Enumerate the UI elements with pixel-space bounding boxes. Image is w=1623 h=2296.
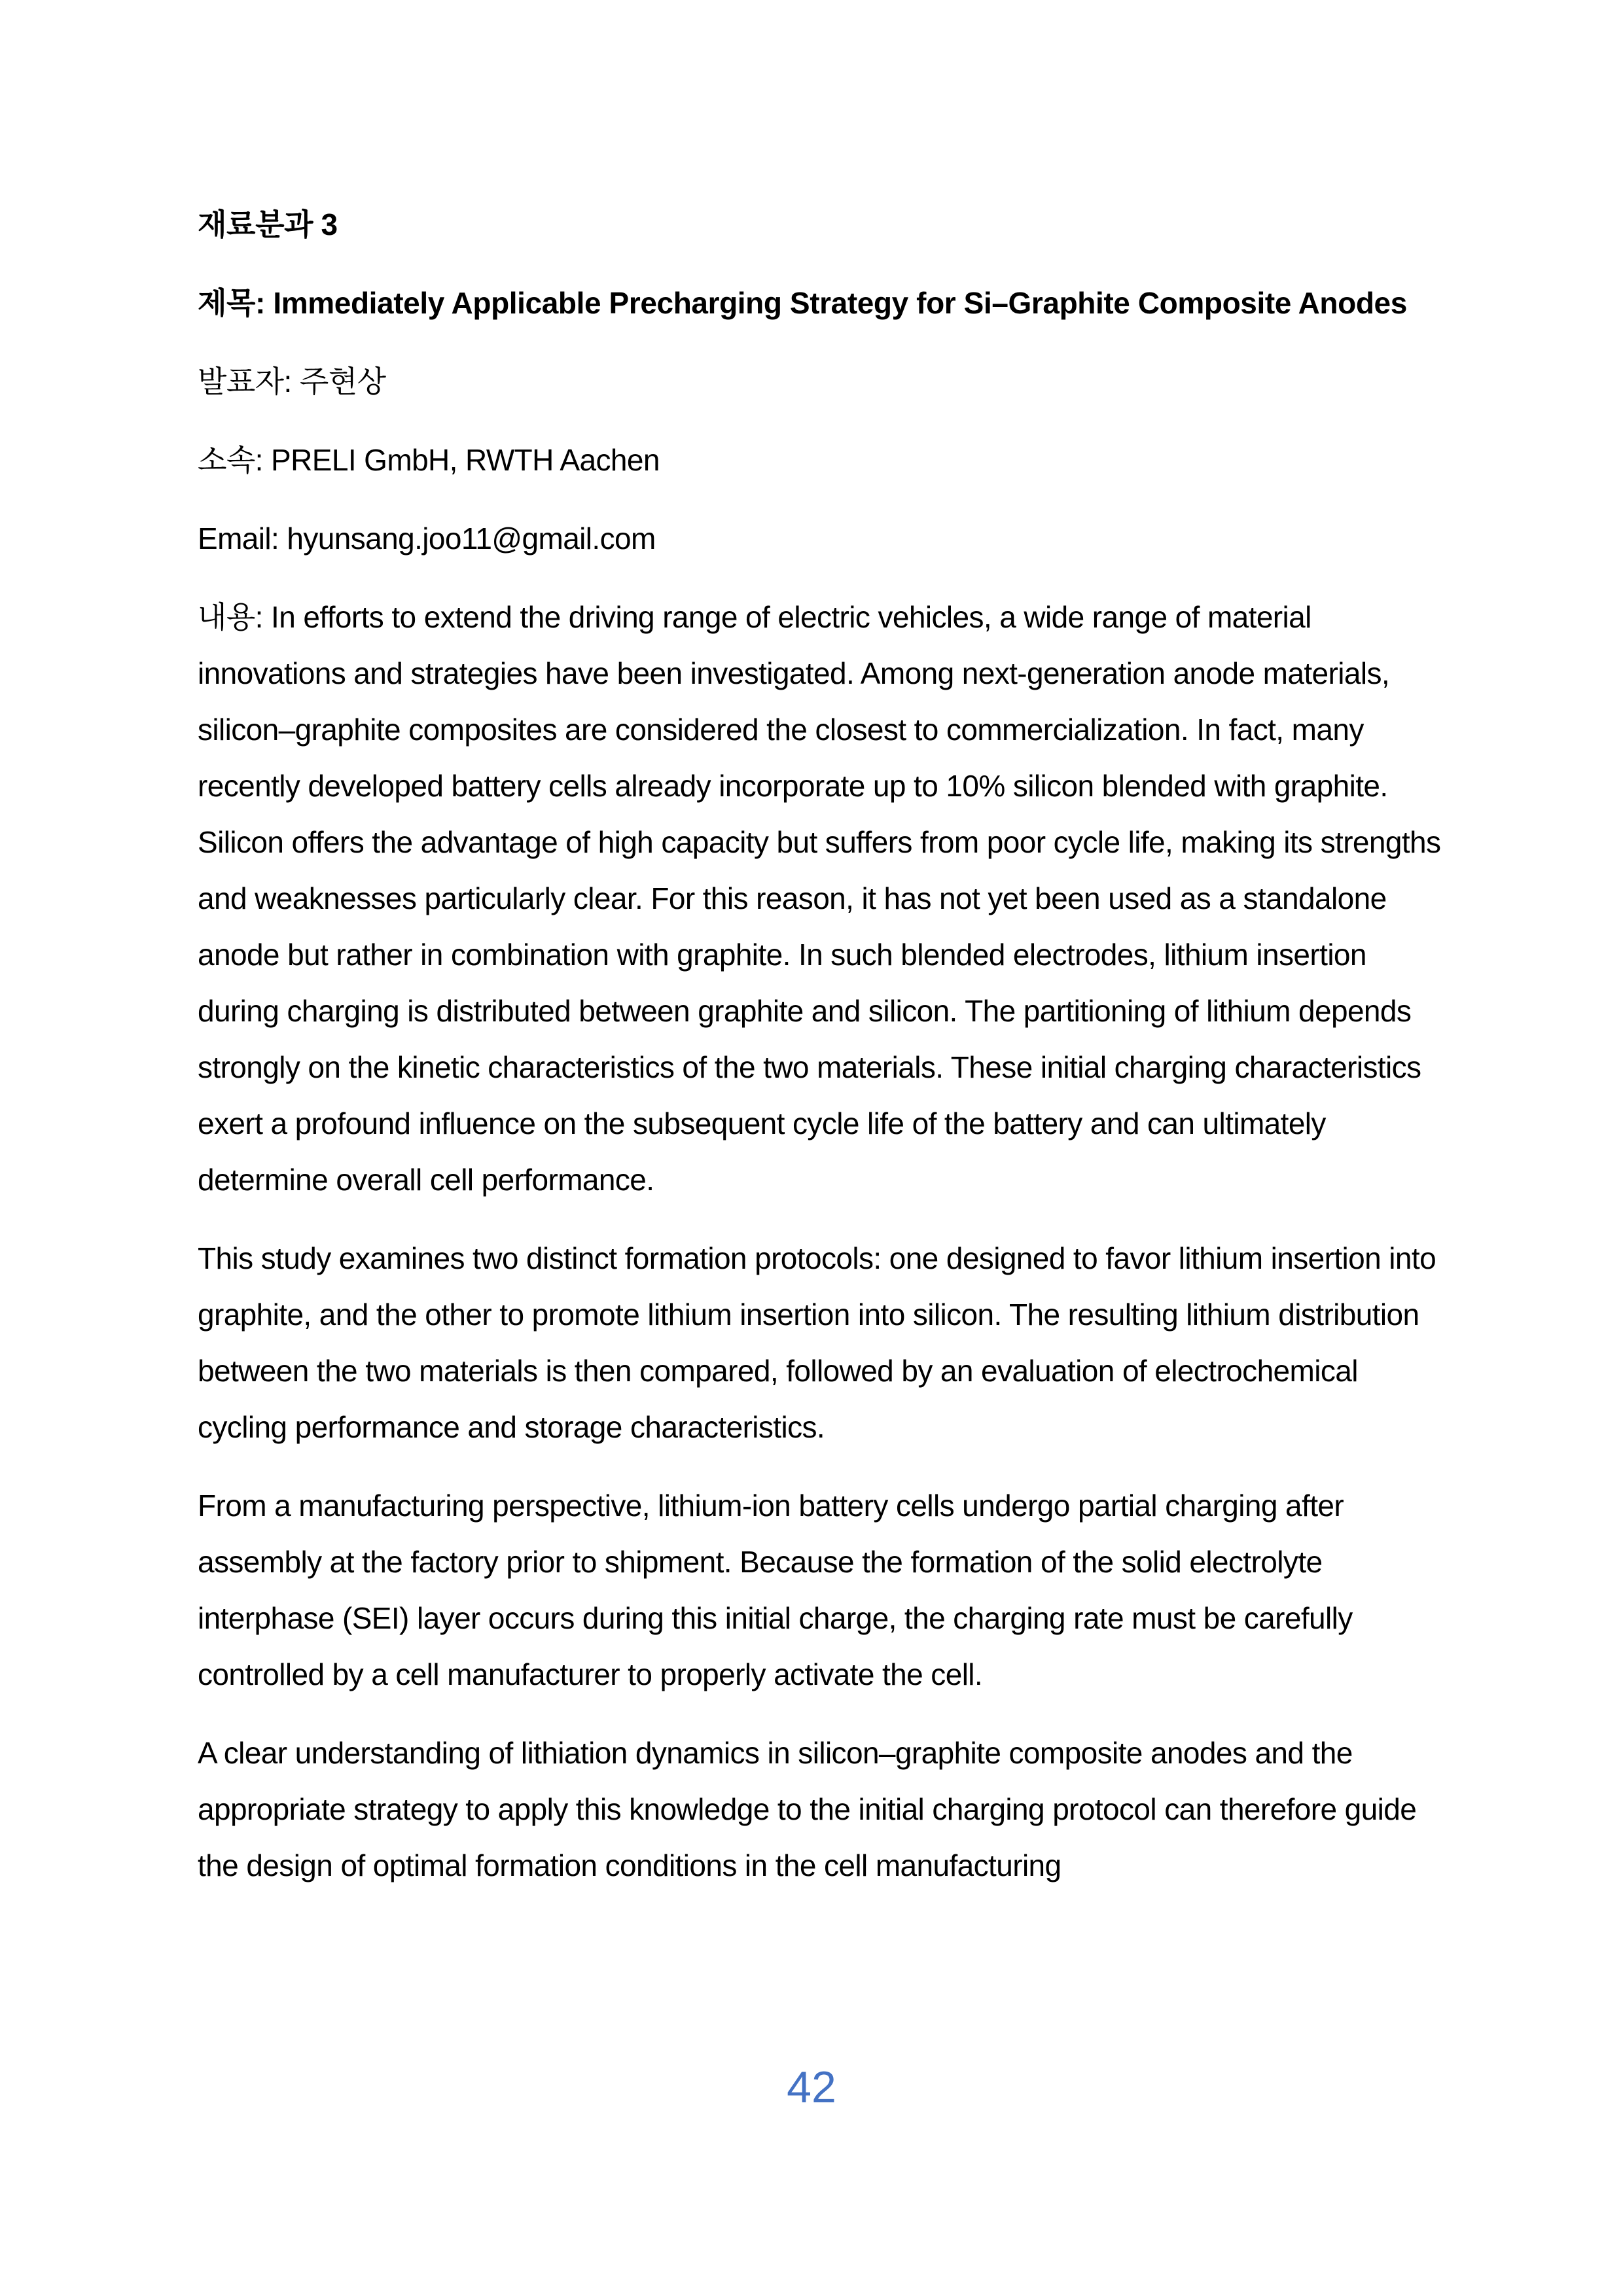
presenter-line	[198, 353, 1441, 410]
title-text: Immediately Applicable Precharging Strategy for Si–Graphite Composite Anodes	[273, 286, 1407, 320]
email-label: Email:	[198, 521, 279, 556]
presenter-label: 발표자:	[198, 364, 292, 398]
content-paragraph	[198, 1477, 1441, 1703]
affiliation-text: PRELI GmbH, RWTH Aachen	[271, 443, 660, 477]
content-label: 내용:	[198, 600, 263, 634]
page-number: 42	[787, 2062, 836, 2112]
email-address: hyunsang.joo11@gmail.com	[287, 521, 656, 556]
content-paragraph	[198, 1230, 1441, 1455]
title-label: 제목:	[198, 286, 265, 320]
affiliation-label: 소속:	[198, 443, 263, 477]
session-category-text: 재료분과 3	[198, 207, 338, 241]
session-category	[198, 196, 1441, 253]
paragraph-text: This study examines two distinct formation protocols: one designed to favor lithium insertion into graphite, and the other to promote lithium insertion into silicon. The resulting lithium distribution between the two materials is then compared, followed by an evaluation of electrochemical cycling performance and storage characteristics.	[198, 1241, 1436, 1444]
paragraph-text: From a manufacturing perspective, lithium-ion battery cells undergo partial charging after assembly at the factory prior to shipment. Because the formation of the solid electrolyte interphase (SEI) layer occurs during this initial charge, the charging rate must be carefully controlled by a cell manufacturer to properly activate the cell.	[198, 1489, 1353, 1691]
abstract-title	[198, 275, 1441, 331]
document-page	[198, 196, 1441, 1894]
paragraph-text: A clear understanding of lithiation dynamics in silicon–graphite composite anodes and the appropriate strategy to apply this knowledge to the initial charging protocol can therefore guide the design of optimal formation conditions in the cell manufacturing	[198, 1736, 1417, 1882]
email-line	[198, 510, 1441, 567]
presenter-name: 주현상	[299, 364, 386, 398]
content-paragraph	[198, 589, 1441, 1208]
paragraph-text: In efforts to extend the driving range of electric vehicles, a wide range of material innovations and strategies have been investigated. Among next-generation anode materials, silicon–graphite composites are considered the closest to commercialization. In fact, many recently developed battery cells already incorporate up to 10% silicon blended with graphite. Silicon offers the advantage of high capacity but suffers from poor cycle life, making its strengths and weaknesses particularly clear. For this reason, it has not yet been used as a standalone anode but rather in combination with graphite. In such blended electrodes, lithium insertion during charging is distributed between graphite and silicon. The partitioning of lithium depends strongly on the kinetic characteristics of the two materials. These initial charging characteristics exert a profound influence on the subsequent cycle life of the battery and can ultimately determine overall cell performance.	[198, 600, 1441, 1197]
affiliation-line	[198, 432, 1441, 488]
content-paragraph	[198, 1725, 1441, 1894]
